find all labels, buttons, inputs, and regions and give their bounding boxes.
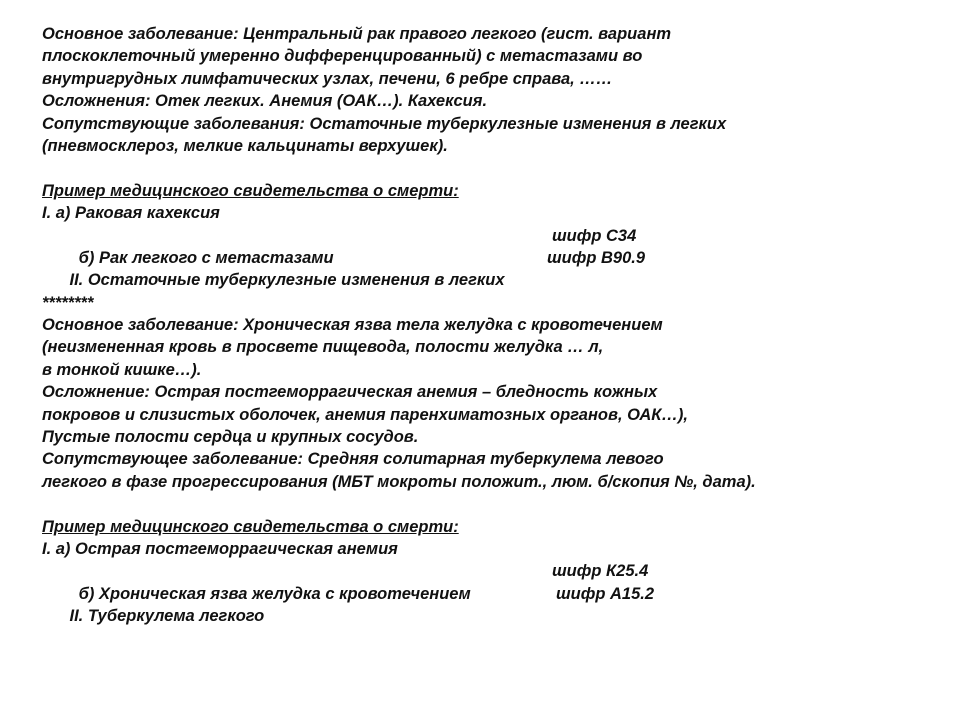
text-line: легкого в фазе прогрессирования (МБТ мокроты положит., люм. б/скопия №, дата). <box>42 472 756 491</box>
text-line: Пустые полости сердца и крупных сосудов. <box>42 428 419 447</box>
text-line: Осложнения: Отек легких. Анемия (ОАК…). Кахексия. <box>42 92 488 111</box>
icd-code: шифр В90.9 <box>547 248 646 267</box>
spacer <box>42 493 942 515</box>
text-line: внутригрудных лимфатических узлах, печени, 6 ребре справа, …… <box>42 69 613 88</box>
row-label: б) Рак легкого с метастазами <box>69 248 334 267</box>
certificate-heading: Пример медицинского свидетельства о смерти: <box>42 181 459 200</box>
text-line: Основное заболевание: Центральный рак правого легкого (гист. вариант <box>42 25 672 43</box>
text-line: Основное заболевание: Хроническая язва тела желудка с кровотечением <box>42 316 663 335</box>
certificate-row-a: I. а) Острая постгеморрагическая анемия <box>42 539 398 558</box>
diagnosis-block-2 <box>42 314 942 493</box>
certificate-heading: Пример медицинского свидетельства о смерти: <box>42 517 459 536</box>
text-line: (неизмененная кровь в просвете пищевода, полости желудка … л, <box>42 338 604 357</box>
icd-code: шифр А15.2 <box>556 584 655 603</box>
row-label: II. Остаточные туберкулезные изменения в легких <box>69 271 505 290</box>
certificate-row-a: I. а) Раковая кахексия <box>42 204 220 223</box>
text-line: Сопутствующее заболевание: Средняя солитарная туберкулема левого <box>42 450 664 469</box>
separator: ******** <box>42 293 94 312</box>
death-certificate-example-1 <box>42 180 942 290</box>
text-line: покровов и слизистых оболочек, анемия паренхиматозных органов, ОАК…), <box>42 405 688 424</box>
text-line: в тонкой кишке…). <box>42 360 202 379</box>
certificate-row-ii <box>42 247 942 290</box>
diagnosis-block-1 <box>42 23 942 157</box>
row-label: II. Туберкулема легкого <box>69 607 265 626</box>
text-line: Осложнение: Острая постгеморрагическая анемия – бледность кожных <box>42 383 658 402</box>
text-line: (пневмосклероз, мелкие кальцинаты верхушек). <box>42 136 448 155</box>
icd-code: шифр К25.4 <box>552 562 649 581</box>
certificate-row-ii <box>42 583 942 626</box>
icd-code: шифр С34 <box>552 226 637 245</box>
text-line: Сопутствующие заболевания: Остаточные туберкулезные изменения в легких <box>42 114 727 133</box>
slide-content <box>42 23 942 626</box>
spacer <box>42 157 942 179</box>
text-line: плоскоклеточный умеренно дифференцированный) с метастазами во <box>42 47 643 66</box>
death-certificate-example-2 <box>42 516 942 626</box>
row-label: б) Хроническая язва желудка с кровотечением <box>69 584 471 603</box>
